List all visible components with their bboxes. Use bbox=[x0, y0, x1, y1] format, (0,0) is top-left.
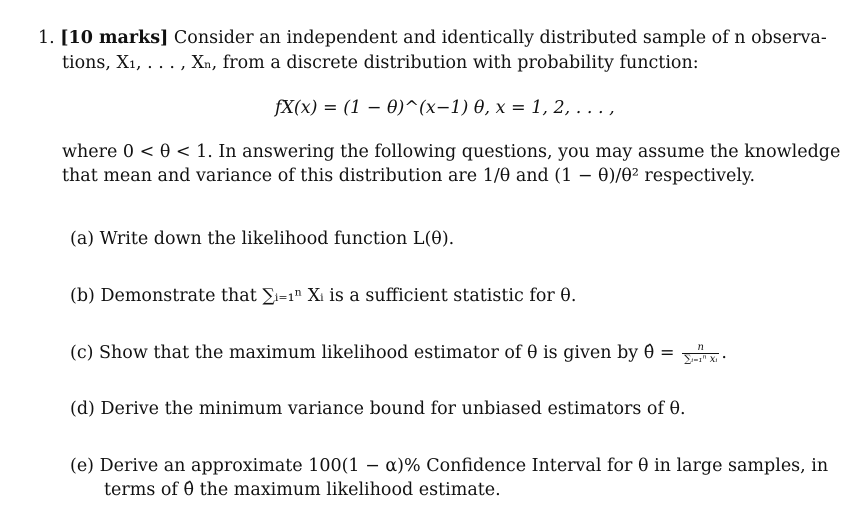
part-c-text: Show that the maximum likelihood estimator of θ is given by θ̂ = bbox=[99, 343, 675, 363]
question-intro-2: tions, X₁, . . . , Xₙ, from a discrete distribution with probability function: bbox=[62, 53, 699, 73]
mle-fraction bbox=[682, 342, 719, 365]
part-e bbox=[70, 455, 828, 477]
part-d-label: (d) bbox=[70, 399, 95, 419]
part-b-label: (b) bbox=[70, 286, 95, 306]
part-e-text-2: terms of θ̂ the maximum likelihood estimate. bbox=[104, 480, 501, 500]
part-e-text-1: Derive an approximate 100(1 − α)% Confidence Interval for θ in large samples, in bbox=[99, 456, 829, 476]
probability-function-formula: fX(x) = (1 − θ)^(x−1) θ, x = 1, 2, . . . , bbox=[275, 98, 615, 118]
question-marks: [10 marks] bbox=[60, 28, 169, 48]
part-d bbox=[70, 398, 686, 420]
part-c: (c) Show that the maximum likelihood estimator of θ is given by θ̂ = $\frac{n}{\text{∑ᵢ₌₁ⁿ xᵢ}}$ . bbox=[70, 342, 727, 365]
part-d-text: Derive the minimum variance bound for unbiased estimators of θ. bbox=[100, 399, 686, 419]
mle-fraction-denominator: ∑ᵢ₌₁ⁿ xᵢ bbox=[684, 354, 718, 365]
mle-fraction-numerator: n bbox=[682, 342, 719, 354]
question-number: 1. bbox=[38, 28, 55, 48]
part-e-label: (e) bbox=[70, 456, 95, 476]
question-where-1: where 0 < θ < 1. In answering the following questions, you may assume the knowledge bbox=[62, 142, 841, 162]
part-a-text: Write down the likelihood function L(θ). bbox=[99, 229, 455, 249]
part-c-label: (c) bbox=[70, 343, 94, 363]
part-b bbox=[70, 285, 576, 307]
part-a-label: (a) bbox=[70, 229, 95, 249]
part-a bbox=[70, 228, 454, 250]
question-intro-1: Consider an independent and identically distributed sample of n observa- bbox=[173, 28, 827, 48]
question-line-1 bbox=[38, 27, 827, 49]
part-b-text: Demonstrate that ∑ᵢ₌₁ⁿ Xᵢ is a sufficient statistic for θ. bbox=[100, 286, 577, 306]
question-where-2: that mean and variance of this distribution are 1/θ and (1 − θ)/θ² respectively. bbox=[62, 166, 756, 186]
